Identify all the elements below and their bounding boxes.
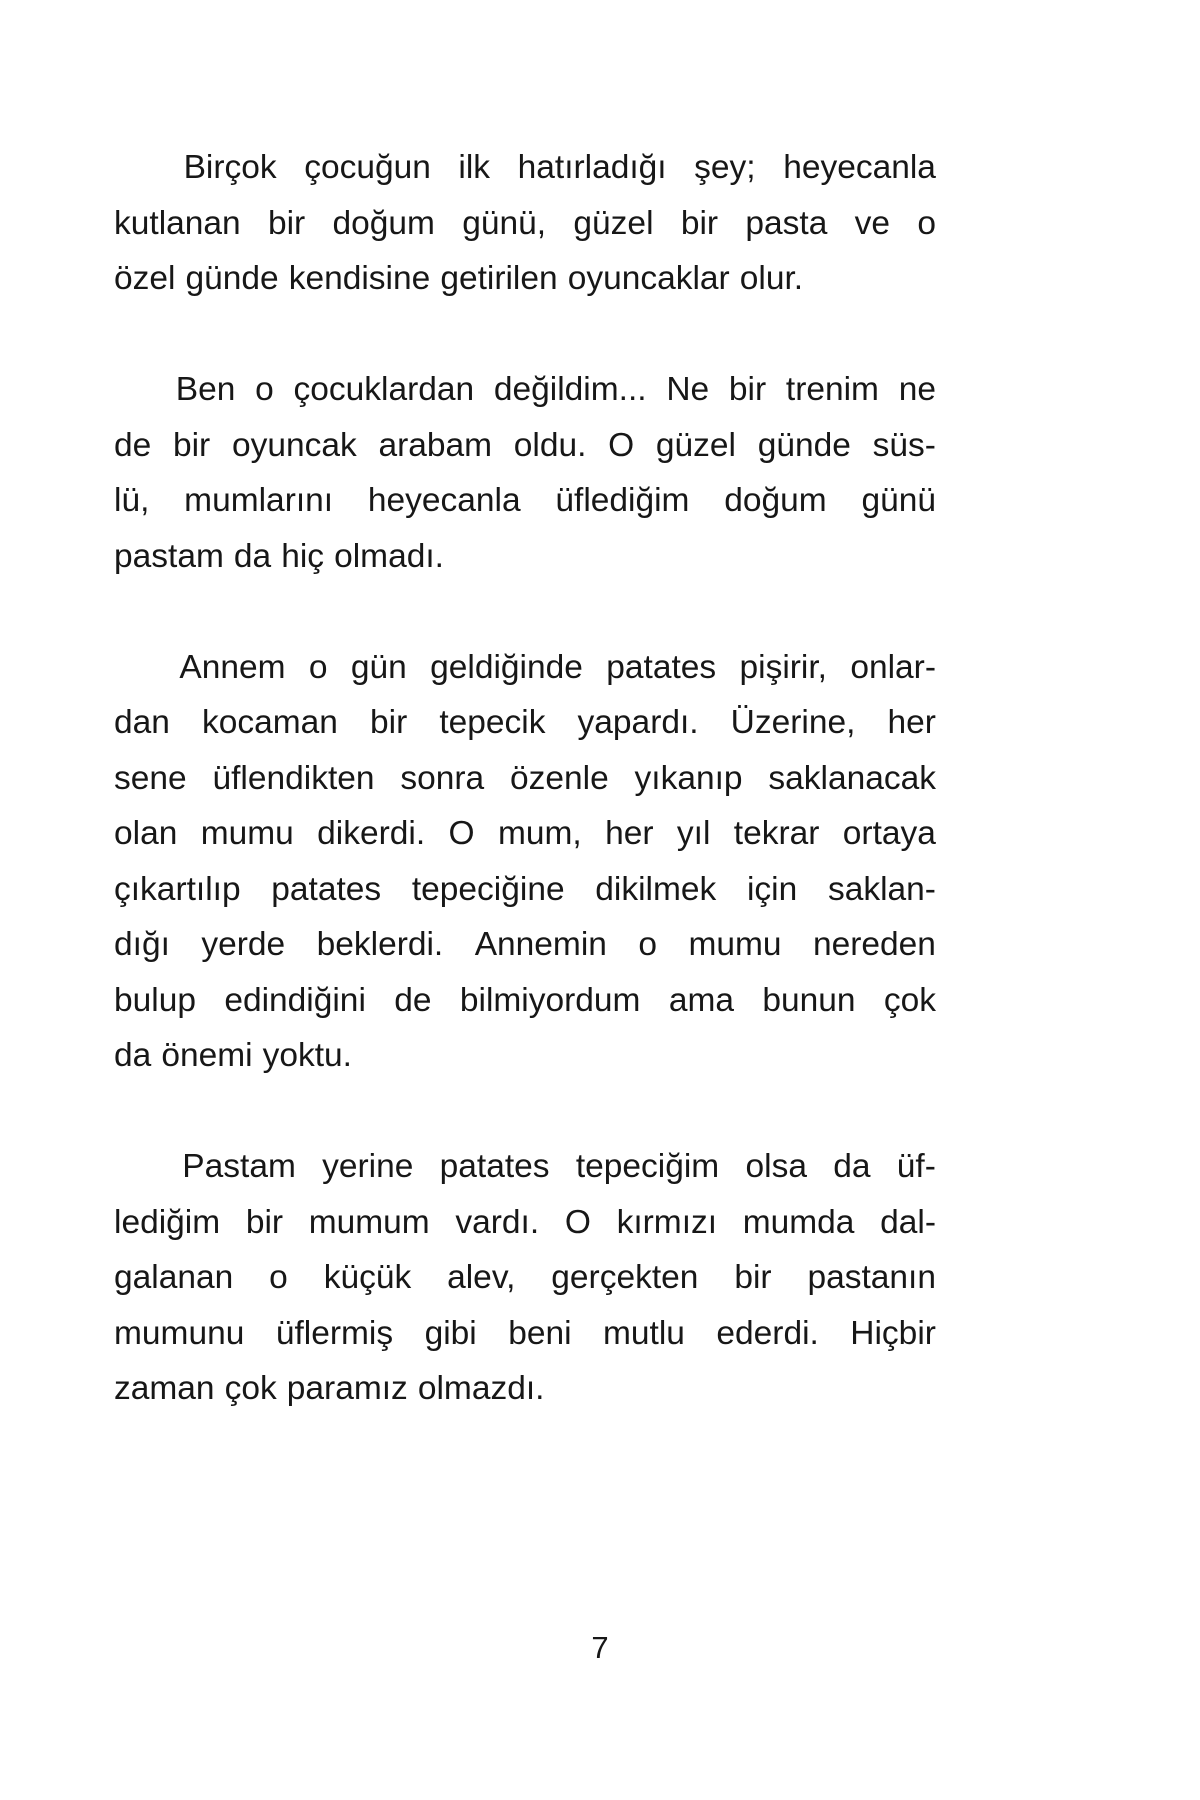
word: o [308,648,328,686]
page-number: 7 [591,1630,609,1665]
word: gibi [424,1314,477,1352]
word: oyuncak [231,426,357,464]
paragraph-gap [114,307,936,363]
text-line [114,1306,936,1362]
word: çocuğun [304,149,431,186]
word: alev, [447,1259,516,1296]
word: trenim [785,371,879,408]
word: özenle [510,759,609,797]
word: günü, [462,204,547,242]
word: oyuncaklar [567,260,730,297]
word: süs- [872,426,936,464]
word: her [887,704,936,741]
word: getirilen [440,260,558,297]
word: tepeciğim [575,1148,720,1185]
paragraph-list [114,140,936,1417]
word: patates [271,870,382,908]
word: çok [883,981,936,1019]
word: olur. [739,260,804,297]
word: Birçok [183,149,277,186]
word: bir [245,1203,284,1241]
word: vardı. [455,1203,540,1241]
word: Hiçbir [850,1314,936,1352]
word: bunun [762,981,856,1019]
word: bir [680,204,719,242]
text-line [114,196,936,252]
paragraph [114,140,936,307]
word: hiç [281,537,325,575]
text-line [114,1028,936,1084]
word: da [233,537,272,575]
text-line [114,362,936,418]
word: olan [114,815,178,852]
word: üflendikten [212,759,375,797]
first-line-indent [114,1139,156,1195]
word: saklanacak [768,759,936,797]
word: galanan [114,1259,234,1296]
word: bir [734,1259,772,1296]
text-line [114,473,936,529]
word: lediğim [114,1203,221,1241]
word: ortaya [842,815,936,852]
word: Ben [175,371,236,408]
word: güzel [655,426,736,464]
word: yıkanıp [634,759,743,797]
word: mumunu [114,1314,245,1352]
word: dan [114,704,170,741]
word: o [255,371,274,408]
word: o [638,926,657,963]
word: mumda [742,1203,855,1241]
word: dikerdi. [317,815,426,852]
word: güzel [573,204,654,242]
first-line-indent [114,362,156,418]
word: pastam [114,537,224,575]
word: olsa [745,1148,807,1185]
word: de [394,981,432,1019]
word: ilk [458,149,491,186]
word: da [833,1148,871,1185]
word: edindiğini [224,981,366,1019]
text-line [114,917,936,973]
text-line [114,806,936,862]
word: Pastam [182,1148,296,1185]
word: bir [267,204,306,242]
word: dığı [114,926,170,963]
word: kutlanan [114,204,241,242]
word: beklerdi. [316,926,444,963]
word: tepeciğine [411,870,565,908]
word: bir [172,426,211,464]
word: yapardı. [577,704,699,741]
word: üflermiş [275,1314,394,1352]
text-line [114,751,936,807]
word: ne [898,371,936,408]
text-line [114,1250,936,1306]
word: lü, [114,482,150,519]
word: gerçekten [551,1259,699,1296]
word: çıkartılıp [114,870,241,908]
word: günde [757,426,851,464]
word: çok [224,1370,277,1407]
word: o [917,204,936,242]
paragraph-gap [114,584,936,640]
word: kendisine [288,260,431,297]
word: da [114,1037,152,1074]
word: patates [606,648,717,686]
word: ama [668,981,734,1019]
first-line-indent [114,140,156,196]
paragraph-gap [114,1084,936,1140]
word: üflediğim [555,482,690,519]
word: O [564,1203,591,1241]
word: Ne [666,371,710,408]
word: pişirir, [739,648,827,686]
word: heyecanla [783,149,936,186]
word: dikilmek [595,870,717,908]
word: mumu [200,815,294,852]
body-text-column [114,140,936,1417]
word: mum, [497,815,582,852]
word: yerde [201,926,286,963]
word: kocaman [201,704,338,741]
word: hatırladığı [517,149,667,186]
word: her [605,815,654,852]
paragraph [114,1139,936,1417]
word: beni [508,1314,572,1352]
word: paramız [286,1370,408,1407]
text-line [114,1139,936,1195]
text-line [114,140,936,196]
text-line [114,1361,936,1417]
word: olmadı. [334,537,444,575]
word: tepecik [439,704,546,741]
word: yıl [676,815,711,852]
word: gün [350,648,407,686]
text-line [114,862,936,918]
word: geldiğinde [430,648,583,686]
word: O [608,426,635,464]
word: önemi [161,1037,253,1074]
word: mumlarını [184,482,334,519]
word: onlar- [850,648,936,686]
word: yerine [322,1148,414,1185]
word: pastanın [807,1259,936,1296]
word: değildim... [493,371,647,408]
word: saklan- [827,870,936,908]
word: heyecanla [367,482,521,519]
word: için [746,870,798,908]
word: bilmiyordum [459,981,641,1019]
word: Annem [179,648,286,686]
word: tekrar [733,815,820,852]
word: ederdi. [716,1314,819,1352]
word: günü [861,482,936,519]
word: bir [370,704,408,741]
word: küçük [323,1259,412,1296]
text-line [114,973,936,1029]
word: olmazdı. [417,1370,545,1407]
word: mumum [308,1203,430,1241]
word: bulup [114,981,196,1019]
word: nereden [812,926,936,963]
word: Üzerine, [730,704,856,741]
text-line [114,418,936,474]
word: ve [854,204,891,242]
first-line-indent [114,640,156,696]
text-line [114,1195,936,1251]
word: özel [114,260,176,297]
word: o [269,1259,288,1296]
word: mumu [688,926,782,963]
paragraph [114,362,936,584]
word: yoktu. [262,1037,352,1074]
word: sonra [400,759,485,797]
text-line [114,251,936,307]
word: sene [114,759,187,797]
word: de [114,426,152,464]
word: O [448,815,475,852]
word: doğum [724,482,827,519]
word: şey; [694,149,756,186]
word: patates [439,1148,550,1185]
word: arabam [378,426,493,464]
word: mutlu [603,1314,685,1352]
word: kırmızı [616,1203,718,1241]
word: zaman [114,1370,215,1407]
text-line [114,529,936,585]
word: Annemin [474,926,607,963]
paragraph [114,640,936,1084]
word: üf- [896,1148,936,1185]
word: doğum [332,204,435,242]
word: çocuklardan [293,371,475,408]
word: günde [185,260,279,297]
word: oldu. [513,426,587,464]
word: dal- [880,1203,936,1241]
word: pasta [745,204,828,242]
text-line [114,640,936,696]
text-line [114,695,936,751]
word: bir [728,371,767,408]
